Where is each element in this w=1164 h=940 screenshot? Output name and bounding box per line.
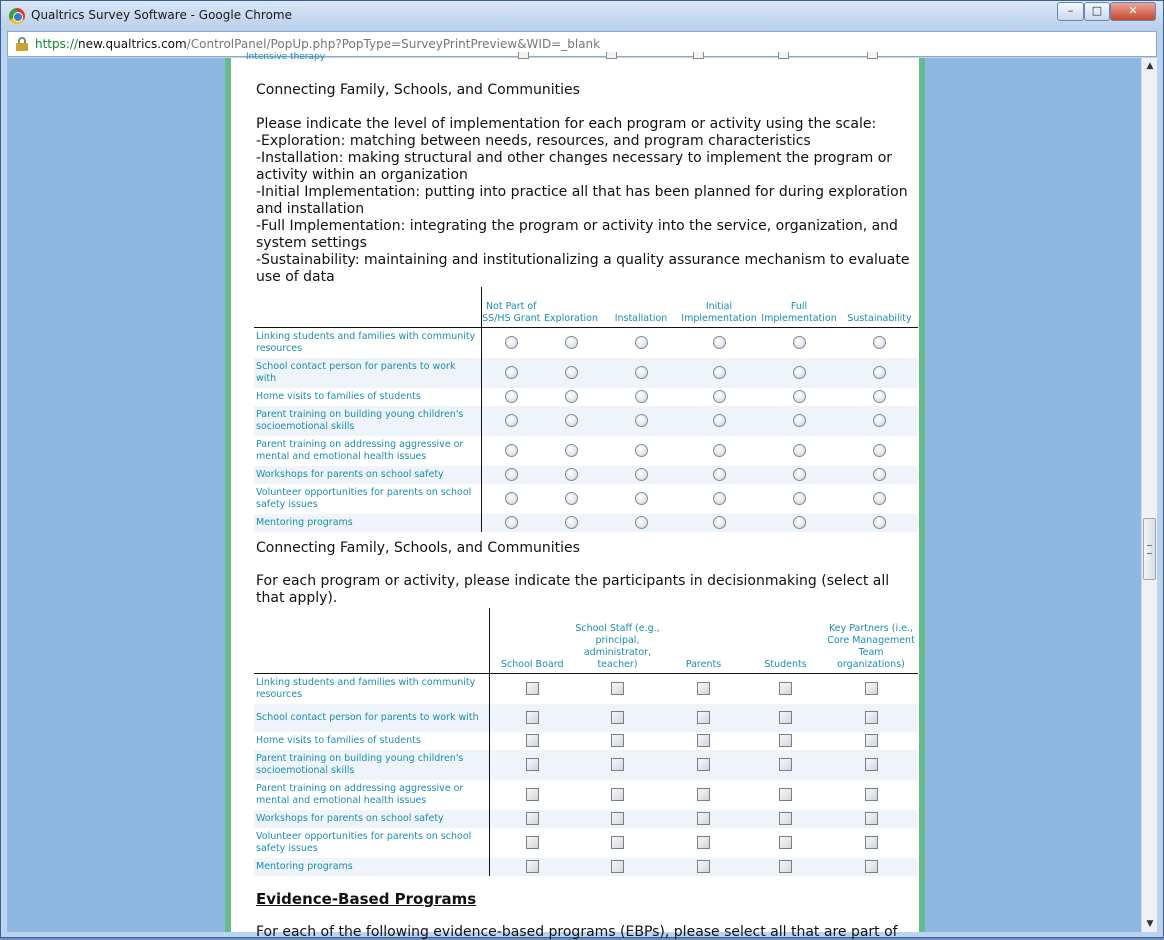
matrix-cell (824, 780, 918, 810)
matrix-row (254, 750, 918, 780)
matrix-cell (575, 858, 660, 876)
matrix-cell (481, 466, 541, 484)
checkbox[interactable] (779, 711, 792, 724)
checkbox[interactable] (697, 812, 710, 825)
row-label: Mentoring programs (254, 858, 489, 876)
chrome-logo-icon (9, 8, 25, 24)
radio-button[interactable] (635, 468, 648, 481)
question2-section-title: Connecting Family, Schools, and Communities (256, 540, 580, 556)
radio-button[interactable] (505, 336, 518, 349)
matrix-row (254, 514, 918, 532)
matrix-cell (841, 466, 918, 484)
row-label: Home visits to families of students (254, 388, 481, 406)
matrix-cell (757, 436, 841, 466)
checkbox[interactable] (779, 860, 792, 873)
radio-button[interactable] (505, 366, 518, 379)
column-header: Students (747, 608, 824, 673)
checkbox[interactable] (518, 52, 529, 59)
cut-row-label: Intensive therapy (246, 52, 326, 62)
radio-button[interactable] (873, 414, 886, 427)
matrix-row (254, 358, 918, 388)
radio-button[interactable] (793, 390, 806, 403)
matrix-row (254, 436, 918, 466)
checkbox[interactable] (693, 52, 704, 59)
radio-button[interactable] (793, 468, 806, 481)
radio-button[interactable] (565, 444, 578, 457)
checkbox[interactable] (865, 788, 878, 801)
checkbox[interactable] (697, 836, 710, 849)
radio-button[interactable] (505, 444, 518, 457)
matrix-cell (757, 484, 841, 514)
matrix-cell (541, 484, 601, 514)
radio-button[interactable] (793, 336, 806, 349)
matrix-cell (489, 732, 575, 750)
implementation-matrix (254, 287, 918, 532)
radio-button[interactable] (713, 468, 726, 481)
matrix-cell (481, 327, 541, 358)
evidence-based-programs-heading: Evidence-Based Programs (256, 890, 477, 908)
radio-button[interactable] (565, 468, 578, 481)
radio-button[interactable] (505, 516, 518, 529)
column-header: School Board (489, 608, 575, 673)
matrix-cell (824, 704, 918, 732)
matrix-cell (601, 484, 681, 514)
matrix-cell (575, 828, 660, 858)
url-path: /ControlPanel/PopUp.php?PopType=SurveyPrintPreview&WID=_blank (186, 37, 601, 51)
previous-question-cut-row (244, 52, 914, 64)
lock-icon[interactable] (16, 37, 28, 51)
radio-button[interactable] (793, 516, 806, 529)
checkbox[interactable] (611, 758, 624, 771)
matrix-cell (757, 327, 841, 358)
column-header: Parents (660, 608, 747, 673)
matrix-cell (601, 327, 681, 358)
matrix-cell (747, 810, 824, 828)
matrix-cell (575, 704, 660, 732)
url-scheme: https:// (35, 37, 79, 51)
checkbox[interactable] (697, 758, 710, 771)
matrix-cell (489, 673, 575, 704)
matrix-cell (747, 704, 824, 732)
vertical-scrollbar[interactable] (1141, 58, 1157, 932)
checkbox[interactable] (779, 812, 792, 825)
scroll-thumb[interactable] (1143, 518, 1156, 580)
checkbox[interactable] (526, 734, 539, 747)
column-header: Installation (601, 287, 681, 327)
matrix-cell (824, 828, 918, 858)
row-label: Home visits to families of students (254, 732, 489, 750)
row-label: Linking students and families with community resources (254, 673, 489, 704)
url-host: new.qualtrics.com (78, 37, 187, 51)
matrix-cell (824, 810, 918, 828)
checkbox[interactable] (865, 812, 878, 825)
close-button[interactable]: ✕ (1110, 2, 1156, 21)
matrix-cell (681, 406, 757, 436)
matrix-row (254, 673, 918, 704)
radio-button[interactable] (635, 414, 648, 427)
row-label: Volunteer opportunities for parents on school safety issues (254, 484, 481, 514)
matrix-cell (541, 327, 601, 358)
radio-button[interactable] (873, 468, 886, 481)
matrix-cell (841, 484, 918, 514)
window-title: Qualtrics Survey Software - Google Chrome (31, 8, 292, 22)
matrix-cell (841, 388, 918, 406)
radio-button[interactable] (505, 390, 518, 403)
matrix-cell (757, 514, 841, 532)
matrix-cell (489, 750, 575, 780)
checkbox[interactable] (779, 788, 792, 801)
radio-button[interactable] (713, 390, 726, 403)
row-label: Parent training on building young children's socioemotional skills (254, 406, 481, 436)
radio-button[interactable] (873, 444, 886, 457)
matrix-cell (481, 484, 541, 514)
question2-instructions: For each program or activity, please indicate the participants in decisionmaking (select all that apply). (256, 573, 890, 606)
matrix-cell (541, 514, 601, 532)
scroll-down-arrow-icon[interactable]: ▼ (1146, 919, 1154, 929)
matrix-cell (824, 732, 918, 750)
matrix-cell (681, 358, 757, 388)
page-viewport (7, 52, 1141, 940)
matrix-cell (747, 673, 824, 704)
matrix-cell (757, 358, 841, 388)
radio-button[interactable] (635, 366, 648, 379)
checkbox[interactable] (697, 734, 710, 747)
radio-button[interactable] (565, 414, 578, 427)
checkbox[interactable] (865, 860, 878, 873)
matrix-cell (681, 514, 757, 532)
maximize-button[interactable]: □ (1084, 2, 1110, 21)
row-label: Workshops for parents on school safety (254, 466, 481, 484)
radio-button[interactable] (713, 444, 726, 457)
checkbox[interactable] (611, 682, 624, 695)
matrix-row (254, 484, 918, 514)
row-label: Parent training on addressing aggressive or mental and emotional health issues (254, 780, 489, 810)
matrix-cell (541, 406, 601, 436)
checkbox[interactable] (865, 734, 878, 747)
participants-matrix (254, 608, 918, 876)
matrix-cell (575, 750, 660, 780)
radio-button[interactable] (565, 516, 578, 529)
checkbox[interactable] (611, 788, 624, 801)
matrix-row (254, 828, 918, 858)
matrix-row (254, 810, 918, 828)
checkbox[interactable] (697, 682, 710, 695)
matrix-cell (601, 358, 681, 388)
row-label: Parent training on building young children's socioemotional skills (254, 750, 489, 780)
matrix-row (254, 704, 918, 732)
checkbox[interactable] (526, 682, 539, 695)
survey-page (225, 52, 925, 940)
matrix-cell (601, 514, 681, 532)
radio-button[interactable] (635, 336, 648, 349)
radio-button[interactable] (635, 516, 648, 529)
checkbox[interactable] (697, 860, 710, 873)
matrix-cell (601, 388, 681, 406)
matrix-cell (601, 436, 681, 466)
matrix-cell (489, 810, 575, 828)
column-header: Not Part of SS/HS Grant (481, 287, 541, 327)
checkbox[interactable] (611, 860, 624, 873)
matrix-cell (660, 858, 747, 876)
checkbox[interactable] (526, 788, 539, 801)
checkbox[interactable] (779, 682, 792, 695)
matrix-cell (824, 673, 918, 704)
matrix-cell (757, 466, 841, 484)
checkbox[interactable] (606, 52, 617, 59)
matrix-cell (660, 828, 747, 858)
matrix-cell (660, 732, 747, 750)
matrix-cell (747, 828, 824, 858)
matrix-cell (660, 750, 747, 780)
matrix-cell (841, 327, 918, 358)
evidence-based-programs-intro: For each of the following evidence-based programs (EBPs), please select all that are part of (256, 924, 898, 940)
row-label: School contact person for parents to work with (254, 358, 481, 388)
matrix-row (254, 406, 918, 436)
checkbox[interactable] (867, 52, 878, 59)
matrix-cell (489, 780, 575, 810)
column-header: Full Implementation (757, 287, 841, 327)
radio-button[interactable] (873, 516, 886, 529)
row-label: Parent training on addressing aggressive or mental and emotional health issues (254, 436, 481, 466)
matrix-cell (747, 780, 824, 810)
matrix-cell (681, 327, 757, 358)
row-label: Linking students and families with community resources (254, 327, 481, 358)
checkbox[interactable] (865, 711, 878, 724)
matrix-cell (481, 514, 541, 532)
radio-button[interactable] (565, 390, 578, 403)
radio-button[interactable] (713, 366, 726, 379)
checkbox[interactable] (779, 836, 792, 849)
matrix-cell (601, 466, 681, 484)
matrix-cell (660, 780, 747, 810)
matrix-corner (254, 287, 481, 327)
matrix-cell (681, 484, 757, 514)
matrix-cell (541, 358, 601, 388)
matrix-cell (757, 388, 841, 406)
column-header: School Staff (e.g., principal, administrator, teacher) (575, 608, 660, 673)
scroll-up-arrow-icon[interactable]: ▲ (1146, 61, 1154, 71)
matrix-cell (489, 828, 575, 858)
row-label: Volunteer opportunities for parents on school safety issues (254, 828, 489, 858)
title-bar (1, 1, 1163, 31)
matrix-cell (481, 388, 541, 406)
matrix-cell (481, 358, 541, 388)
matrix-row (254, 327, 918, 358)
minimize-button[interactable]: – (1057, 2, 1084, 21)
radio-button[interactable] (793, 366, 806, 379)
radio-button[interactable] (713, 492, 726, 505)
checkbox[interactable] (697, 788, 710, 801)
matrix-row (254, 388, 918, 406)
radio-button[interactable] (793, 444, 806, 457)
matrix-cell (660, 704, 747, 732)
url-text[interactable] (35, 37, 600, 51)
matrix-cell (824, 750, 918, 780)
matrix-cell (660, 673, 747, 704)
checkbox[interactable] (865, 758, 878, 771)
row-label: Workshops for parents on school safety (254, 810, 489, 828)
matrix-row (254, 780, 918, 810)
matrix-row (254, 732, 918, 750)
row-label: Mentoring programs (254, 514, 481, 532)
checkbox[interactable] (611, 836, 624, 849)
question1-instructions: Please indicate the level of implementation for each program or activity using the scale: -Exploration: matching between needs, resources, and program characteristics -Installation: making structural and other changes necessary to implement the program or activity within an organization -Initial Implementation: putting into practice all that has been planned for during exploration and installation -Full Implementation: integrating the program or activity into the service, organization, and system settings -Sustainability: maintaining and institutionalizing a quality assurance mechanism to evaluate use of data (256, 116, 910, 285)
checkbox[interactable] (779, 734, 792, 747)
checkbox[interactable] (526, 836, 539, 849)
matrix-corner (254, 608, 489, 673)
matrix-cell (575, 780, 660, 810)
matrix-row (254, 466, 918, 484)
column-header: Exploration (541, 287, 601, 327)
checkbox[interactable] (779, 758, 792, 771)
radio-button[interactable] (565, 336, 578, 349)
checkbox[interactable] (611, 711, 624, 724)
matrix-cell (841, 436, 918, 466)
matrix-cell (841, 514, 918, 532)
radio-button[interactable] (713, 516, 726, 529)
radio-button[interactable] (505, 492, 518, 505)
checkbox[interactable] (697, 711, 710, 724)
matrix-cell (575, 732, 660, 750)
matrix-cell (481, 406, 541, 436)
radio-button[interactable] (873, 492, 886, 505)
matrix-cell (541, 466, 601, 484)
column-header: Initial Implementation (681, 287, 757, 327)
matrix-cell (841, 358, 918, 388)
checkbox[interactable] (865, 836, 878, 849)
checkbox[interactable] (526, 758, 539, 771)
matrix-cell (601, 406, 681, 436)
radio-button[interactable] (873, 336, 886, 349)
matrix-cell (747, 750, 824, 780)
matrix-cell (681, 436, 757, 466)
matrix-cell (747, 732, 824, 750)
checkbox[interactable] (611, 812, 624, 825)
matrix-cell (481, 436, 541, 466)
checkbox[interactable] (526, 860, 539, 873)
column-header: Key Partners (i.e., Core Management Team organizations) (824, 608, 918, 673)
matrix-cell (489, 704, 575, 732)
matrix-cell (541, 388, 601, 406)
column-header: Sustainability (841, 287, 918, 327)
radio-button[interactable] (635, 492, 648, 505)
question1-section-title: Connecting Family, Schools, and Communities (256, 82, 580, 98)
radio-button[interactable] (565, 366, 578, 379)
radio-button[interactable] (505, 414, 518, 427)
matrix-cell (575, 810, 660, 828)
matrix-cell (757, 406, 841, 436)
checkbox[interactable] (526, 711, 539, 724)
checkbox[interactable] (778, 52, 789, 59)
checkbox[interactable] (865, 682, 878, 695)
radio-button[interactable] (873, 390, 886, 403)
checkbox[interactable] (611, 734, 624, 747)
radio-button[interactable] (793, 414, 806, 427)
matrix-cell (541, 436, 601, 466)
matrix-cell (489, 858, 575, 876)
matrix-cell (841, 406, 918, 436)
matrix-row (254, 858, 918, 876)
radio-button[interactable] (505, 468, 518, 481)
matrix-cell (824, 858, 918, 876)
radio-button[interactable] (873, 366, 886, 379)
matrix-cell (747, 858, 824, 876)
radio-button[interactable] (793, 492, 806, 505)
matrix-cell (575, 673, 660, 704)
radio-button[interactable] (635, 390, 648, 403)
radio-button[interactable] (635, 444, 648, 457)
radio-button[interactable] (713, 414, 726, 427)
matrix-cell (681, 388, 757, 406)
radio-button[interactable] (713, 336, 726, 349)
matrix-cell (681, 466, 757, 484)
radio-button[interactable] (565, 492, 578, 505)
matrix-cell (660, 810, 747, 828)
row-label: School contact person for parents to work with (254, 704, 489, 732)
checkbox[interactable] (526, 812, 539, 825)
